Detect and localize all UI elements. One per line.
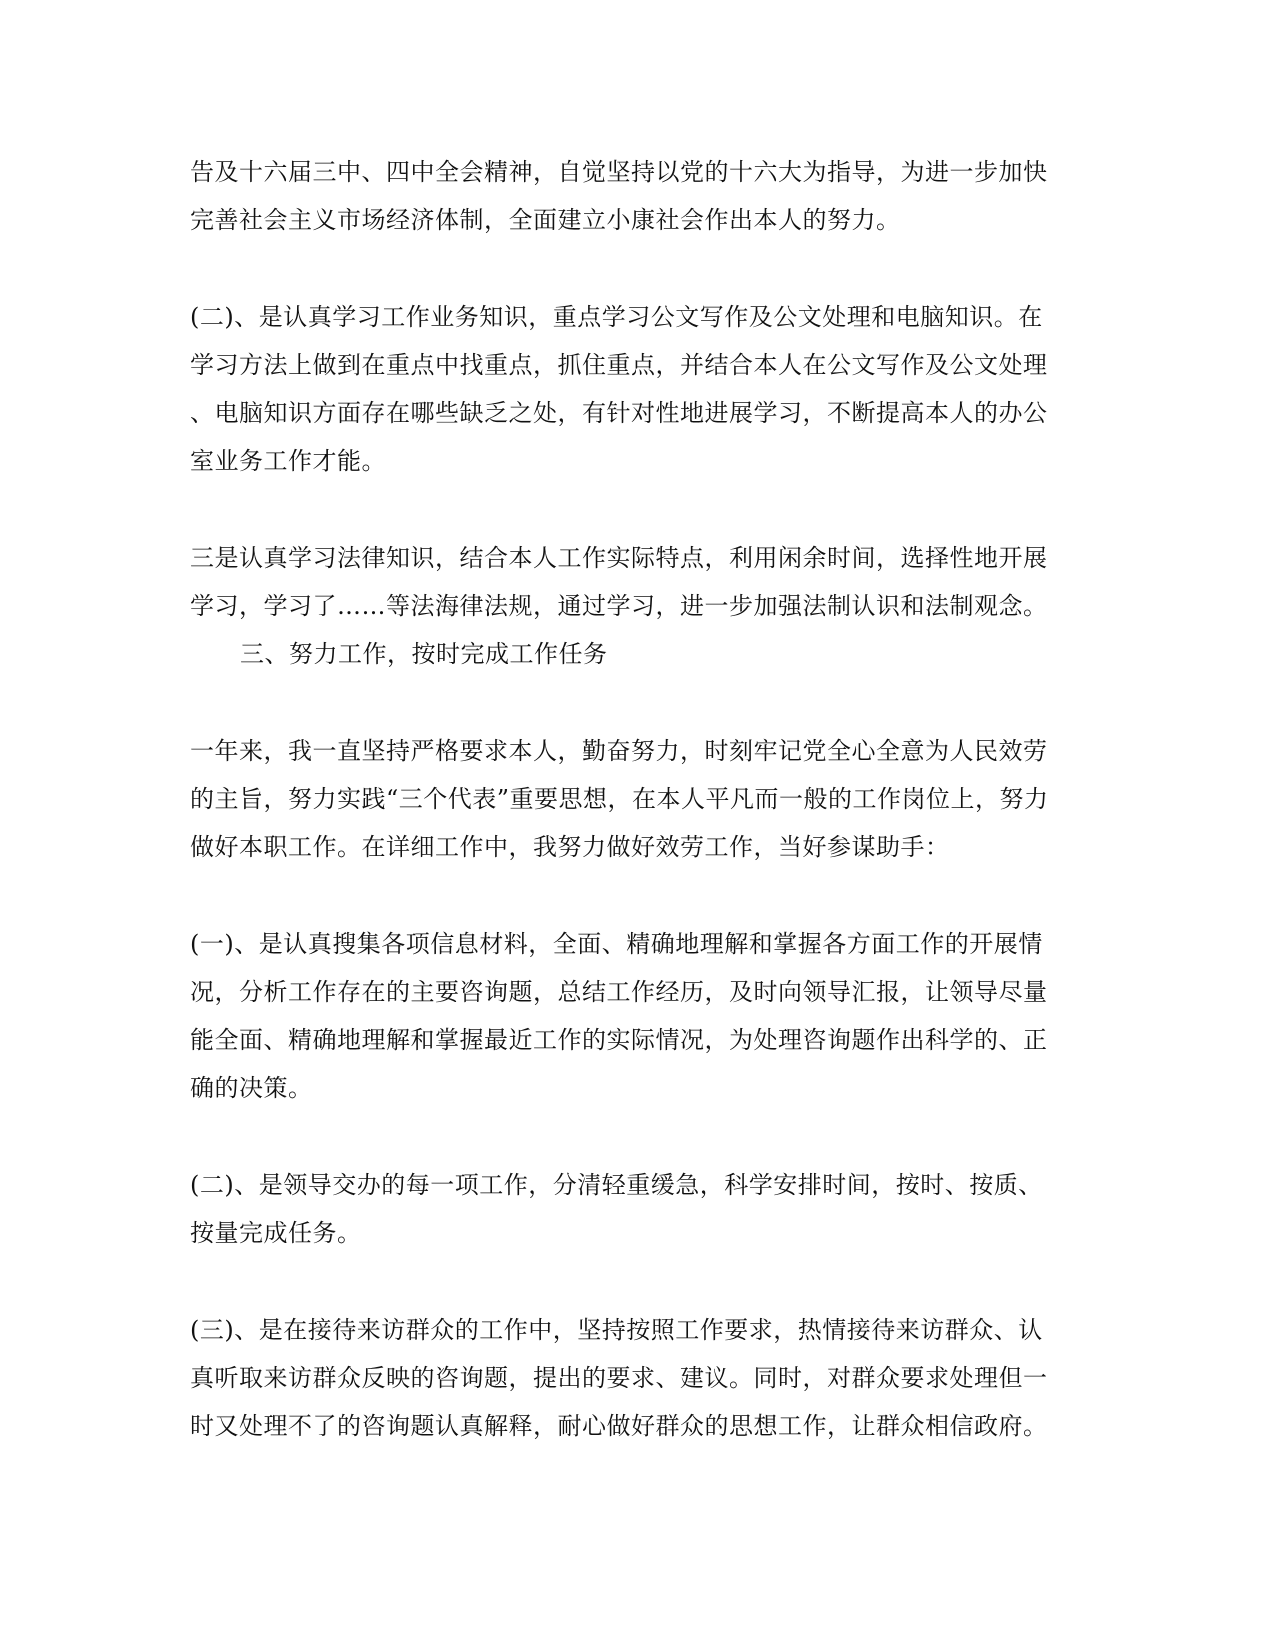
paragraph-business-knowledge: [190, 293, 1048, 485]
text-line: 真听取来访群众反映的咨询题，提出的要求、建议。同时，对群众要求处理但一: [190, 1364, 1048, 1392]
paragraph-gap: [190, 485, 1045, 534]
paragraph-legal-knowledge: [190, 534, 1048, 630]
text-line: 一年来，我一直坚持严格要求本人，勤奋努力，时刻牢记党全心全意为人民效劳: [190, 737, 1048, 765]
paragraph-gap: [190, 244, 1045, 293]
paragraph-visitor-reception: [190, 1306, 1048, 1450]
text-line: 时又处理不了的咨询题认真解释，耐心做好群众的思想工作，让群众相信政府。: [190, 1412, 1048, 1440]
paragraph-gap: [190, 871, 1045, 920]
text-line: 况，分析工作存在的主要咨询题，总结工作经历，及时向领导汇报，让领导尽量: [190, 978, 1048, 1006]
text-line: 做好本职工作。在详细工作中，我努力做好效劳工作，当好参谋助手：: [190, 833, 950, 861]
paragraph-information-collection: [190, 920, 1048, 1112]
text-line: 的主旨，努力实践“三个代表”重要思想，在本人平凡而一般的工作岗位上，努力: [190, 785, 1049, 813]
text-line: 学习方法上做到在重点中找重点，抓住重点，并结合本人在公文写作及公文处理: [190, 351, 1048, 379]
text-line: (一)、是认真搜集各项信息材料，全面、精确地理解和掌握各方面工作的开展情: [190, 930, 1043, 958]
paragraph-assigned-tasks: [190, 1161, 1045, 1257]
text-line: 能全面、精确地理解和掌握最近工作的实际情况，为处理咨询题作出科学的、正: [190, 1026, 1048, 1054]
text-line: 完善社会主义市场经济体制，全面建立小康社会作出本人的努力。: [190, 206, 901, 234]
text-line: 告及十六届三中、四中全会精神，自觉坚持以党的十六大为指导，为进一步加快: [190, 158, 1048, 186]
section-heading-work: 三、努力工作，按时完成工作任务: [240, 640, 608, 668]
paragraph-year-summary: [190, 727, 1049, 871]
text-line: 学习，学习了……等法海律法规，通过学习，进一步加强法制认识和法制观念。: [190, 592, 1048, 620]
paragraph-gap: [190, 678, 1045, 727]
text-line: 按量完成任务。: [190, 1219, 362, 1247]
text-line: 确的决策。: [190, 1074, 313, 1102]
text-line: 三是认真学习法律知识，结合本人工作实际特点，利用闲余时间，选择性地开展: [190, 544, 1048, 572]
document-body: [190, 148, 1049, 1450]
text-line: 室业务工作才能。: [190, 447, 386, 475]
text-line: (二)、是领导交办的每一项工作，分清轻重缓急，科学安排时间，按时、按质、: [190, 1171, 1043, 1199]
text-line: (二)、是认真学习工作业务知识，重点学习公文写作及公文处理和电脑知识。在: [190, 303, 1043, 331]
paragraph-gap: [190, 1257, 1045, 1306]
paragraph-study-spirit: [190, 148, 1048, 244]
text-line: 、电脑知识方面存在哪些缺乏之处，有针对性地进展学习，不断提高本人的办公: [190, 399, 1048, 427]
text-line: (三)、是在接待来访群众的工作中，坚持按照工作要求，热情接待来访群众、认: [190, 1316, 1043, 1344]
paragraph-gap: [190, 1112, 1045, 1161]
